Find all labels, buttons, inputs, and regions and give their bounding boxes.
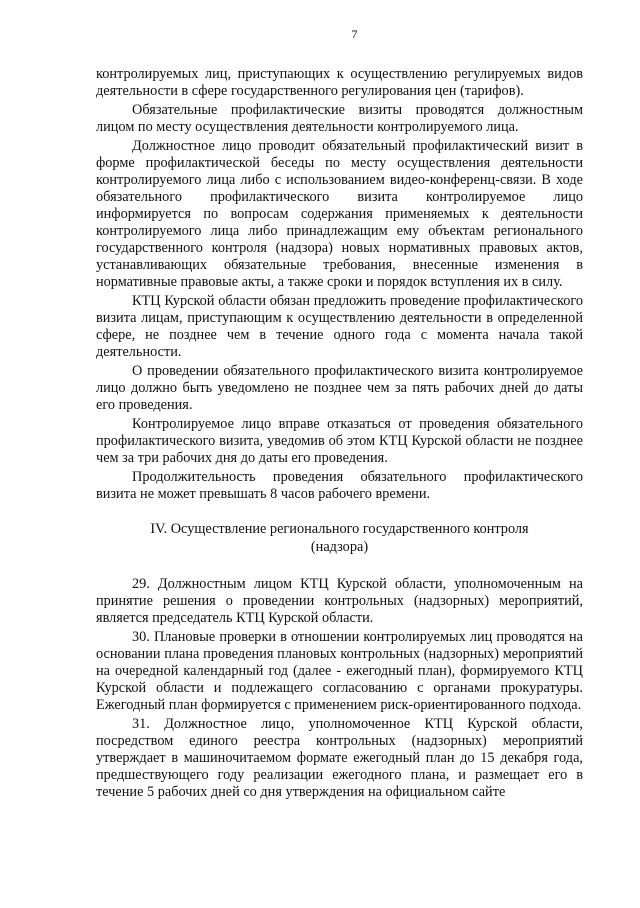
body-text-bottom (96, 576, 583, 801)
paragraph: Продолжительность проведения обязательного профилактического визита не может превышать 8 часов рабочего времени. (96, 469, 583, 502)
paragraph: Должностное лицо проводит обязательный профилактический визит в форме профилактической беседы по месту осуществления деятельности контролируемого лица либо с использованием видео-конференц-связи. В ходе обязательного профилактического визита контролируемое лицо информируется по вопросам содержания применяемых к деятельности контролируемого лица либо принадлежащим ему объектам регионального государственного контроля (надзора) новых нормативных правовых актов, устанавливающих обязательные требования, внесенные изменения в нормативные правовые акты, а также сроки и порядок вступления их в силу. (96, 138, 583, 290)
section-heading-line-1: IV. Осуществление регионального государственного контроля (150, 521, 529, 537)
section-heading-line-2: (надзора) (310, 538, 369, 555)
paragraph: Обязательные профилактические визиты проводятся должностным лицом по месту осуществления деятельности контролируемого лица. (96, 102, 583, 135)
paragraph: Контролируемое лицо вправе отказаться от проведения обязательного профилактического визита, уведомив об этом КТЦ Курской области не позднее чем за три рабочих дня до даты его проведения. (96, 416, 583, 466)
body-text-top (96, 66, 583, 503)
paragraph: КТЦ Курской области обязан предложить проведение профилактического визита лицам, приступающим к осуществлению деятельности в определенной сфере, не позднее чем в течение одного года с момента начала такой деятельности. (96, 293, 583, 360)
paragraph: О проведении обязательного профилактического визита контролируемое лицо должно быть уведомлено не позднее чем за пять рабочих дней до даты его проведения. (96, 363, 583, 413)
paragraph-item-31: 31. Должностное лицо, уполномоченное КТЦ Курской области, посредством единого реестра контрольных (надзорных) мероприятий утверждает в машиночитаемом формате ежегодный план до 15 декабря года, предшествующего году реализации ежегодного плана, и размещает его в течение 5 рабочих дней со дня утверждения на официальном сайте (96, 716, 583, 800)
paragraph-item-30: 30. Плановые проверки в отношении контролируемых лиц проводятся на основании плана проведения плановых контрольных (надзорных) мероприятий на очередной календарный год (далее - ежегодный план), формируемого КТЦ Курской области и подлежащего согласованию с органами прокуратуры. Ежегодный план формируется с применением риск-ориентированного подхода. (96, 629, 583, 713)
paragraph-item-29: 29. Должностным лицом КТЦ Курской области, уполномоченным на принятие решения о проведении контрольных (надзорных) мероприятий, является председатель КТЦ Курской области. (96, 576, 583, 626)
section-heading (96, 521, 583, 556)
page-number: 7 (351, 27, 358, 41)
paragraph-continuation: контролируемых лиц, приступающих к осуществлению регулируемых видов деятельности в сфере государственного регулирования цен (тарифов). (96, 66, 583, 99)
